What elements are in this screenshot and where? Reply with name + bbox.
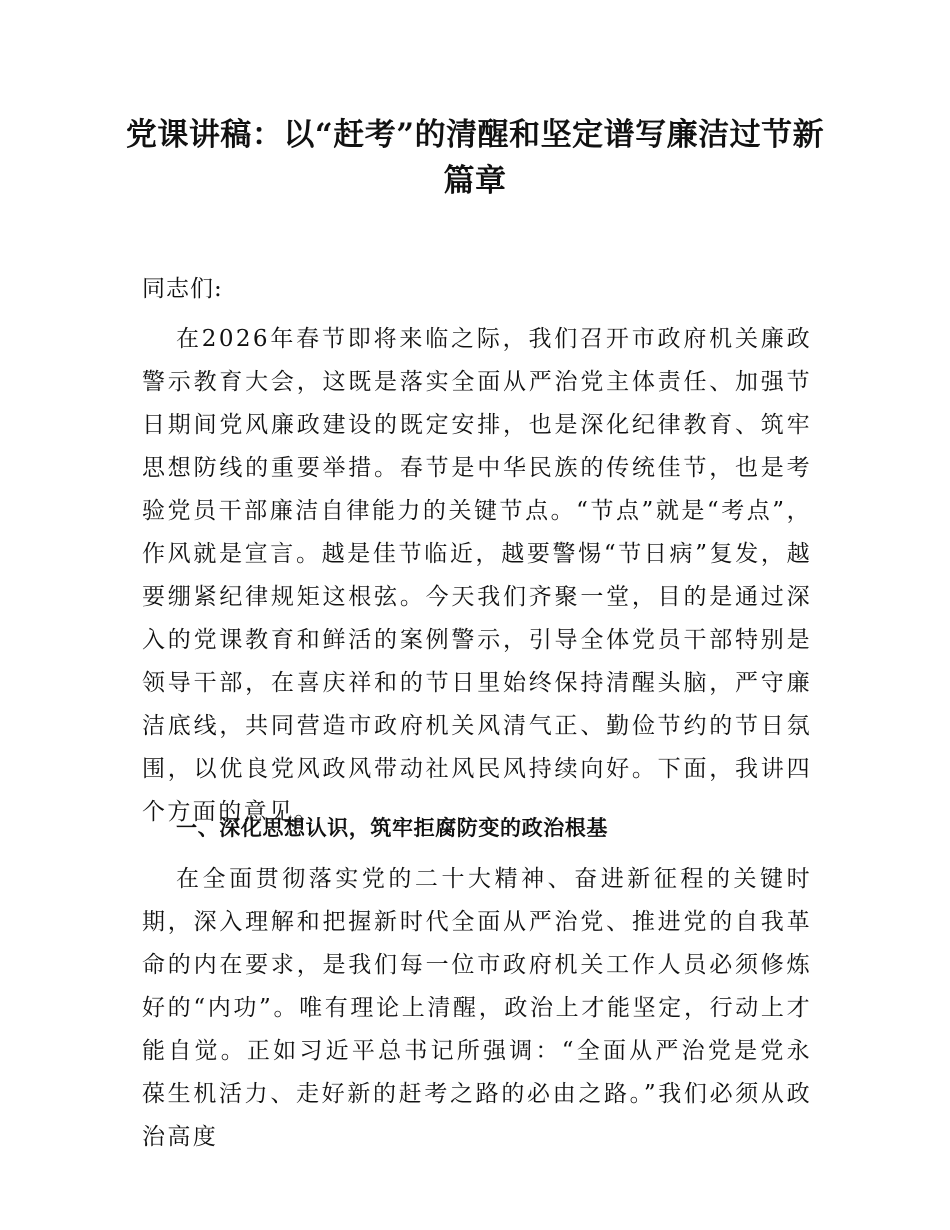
salutation: 同志们: bbox=[142, 276, 223, 302]
document-title: 党课讲稿：以“赶考”的清醒和坚定谱写廉洁过节新篇章 bbox=[125, 117, 825, 199]
section-heading-1: 一、深化思想认识，筑牢拒腐防变的政治根基 bbox=[176, 816, 608, 840]
section-1-paragraph: 在全面贯彻落实党的二十大精神、奋进新征程的关键时期，深入理解和把握新时代全面从严治党、推进党的自我革命的内在要求，是我们每一位市政府机关工作人员必须修炼好的“内功”。唯有理论上清醒，政治上才能坚定，行动上才能自觉。正如习近平总书记所强调：“全面从严治党是党永葆生机活力、走好新的赶考之路的必由之路。”我们必须从政治高度 bbox=[142, 866, 812, 1150]
opening-paragraph: 在2026年春节即将来临之际，我们召开市政府机关廉政警示教育大会，这既是落实全面从严治党主体责任、加强节日期间党风廉政建设的既定安排，也是深化纪律教育、筑牢思想防线的重要举措。春节是中华民族的传统佳节，也是考验党员干部廉洁自律能力的关键节点。“节点”就是“考点”，作风就是宣言。越是佳节临近，越要警惕“节日病”复发，越要绷紧纪律规矩这根弦。今天我们齐聚一堂，目的是通过深入的党课教育和鲜活的案例警示，引导全体党员干部特别是领导干部，在喜庆祥和的节日里始终保持清醒头脑，严守廉洁底线，共同营造市政府机关风清气正、勤俭节约的节日氛围，以优良党风政风带动社风民风持续向好。下面，我讲四个方面的意见。 bbox=[142, 326, 812, 825]
